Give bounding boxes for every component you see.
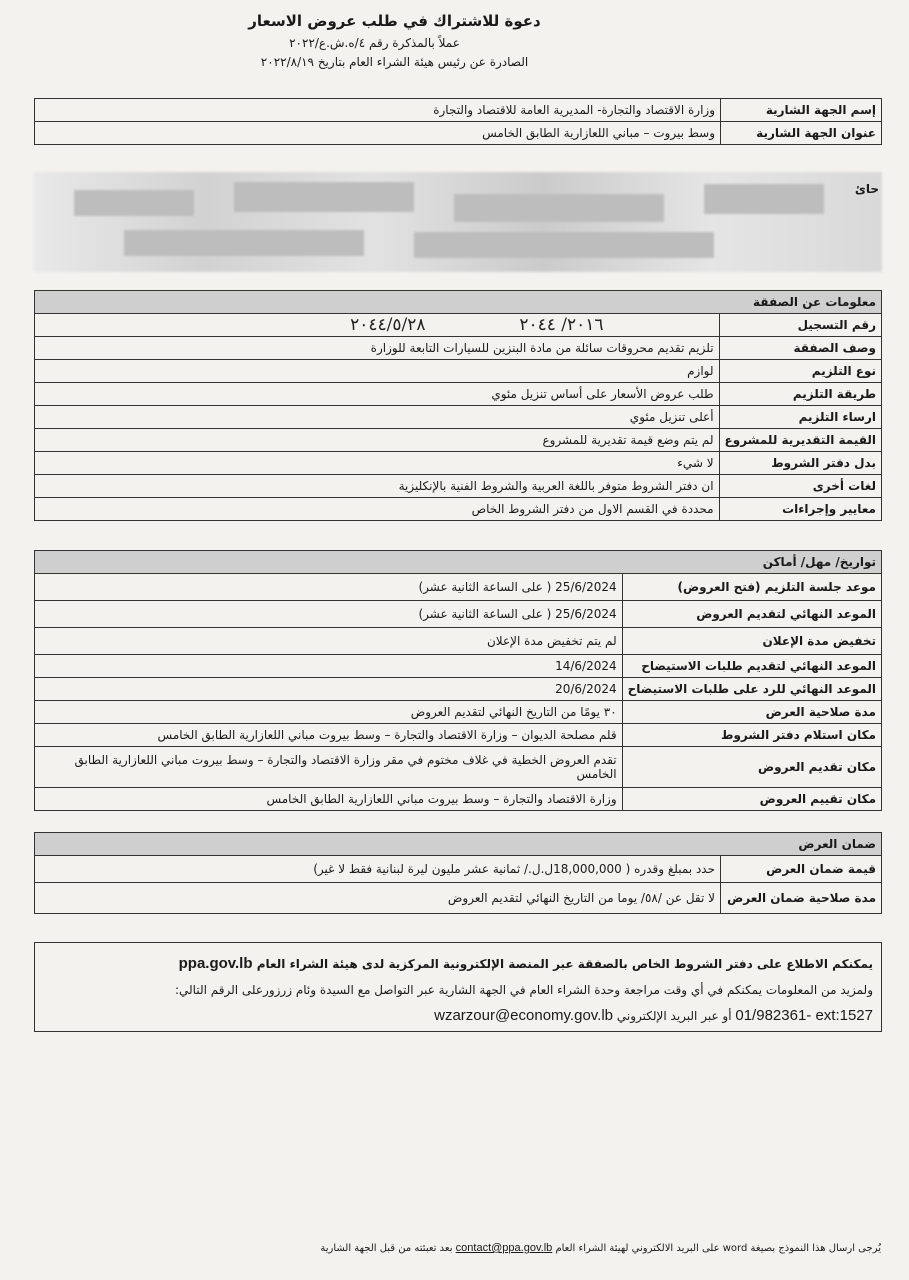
deal-row-label: بدل دفتر الشروط bbox=[719, 452, 881, 475]
guarantee-row-label: قيمة ضمان العرض bbox=[721, 856, 882, 883]
table-row bbox=[35, 122, 882, 145]
deal-row-value: لم يتم وضع قيمة تقديرية للمشروع bbox=[35, 429, 720, 452]
document-title: دعوة للاشتراك في طلب عروض الاسعار bbox=[248, 12, 541, 30]
dates-row-value: لم يتم تخفيض مدة الإعلان bbox=[35, 628, 623, 655]
deal-section-title: معلومات عن الصفقة bbox=[35, 291, 882, 314]
table-row bbox=[35, 314, 882, 337]
ppa-website-link[interactable]: ppa.gov.lb bbox=[178, 955, 253, 972]
table-row bbox=[35, 724, 882, 747]
note-line-1 bbox=[35, 951, 881, 977]
deal-row-label: لغات أخرى bbox=[719, 475, 881, 498]
note-line-3 bbox=[35, 1003, 881, 1029]
contact-email-link[interactable]: wzarzour@economy.gov.lb bbox=[434, 1007, 614, 1024]
deal-row-value: لا شيء bbox=[35, 452, 720, 475]
table-row bbox=[35, 883, 882, 914]
dates-row-label: مكان استلام دفتر الشروط bbox=[622, 724, 881, 747]
table-row bbox=[35, 574, 882, 601]
dates-row-label: الموعد النهائي للرد على طلبات الاستيضاح bbox=[622, 678, 881, 701]
table-row bbox=[35, 99, 882, 122]
memo-reference: عملاً بالمذكرة رقم ٤/ه.ش.ع/٢٠٢٢ bbox=[289, 36, 460, 50]
dates-row-label: موعد جلسة التلزيم (فتح العروض) bbox=[622, 574, 881, 601]
table-row bbox=[35, 291, 882, 314]
deal-row-label: معايير وإجراءات bbox=[719, 498, 881, 521]
guarantee-table bbox=[34, 832, 882, 914]
deal-row-label: نوع التلزيم bbox=[719, 360, 881, 383]
note-platform-text: يمكنكم الاطلاع على دفتر الشروط الخاص بالصفقة عبر المنصة الإلكترونية المركزية لدى هيئة الشراء العام bbox=[256, 957, 873, 971]
redacted-area bbox=[34, 172, 882, 272]
table-row bbox=[35, 833, 882, 856]
deal-row-label: رقم التسجيل bbox=[719, 314, 881, 337]
deal-row-label: القيمة التقديرية للمشروع bbox=[719, 429, 881, 452]
buyer-name-label: إسم الجهة الشارية bbox=[721, 99, 882, 122]
dates-row-label: مكان تقديم العروض bbox=[622, 747, 881, 788]
footer-instruction bbox=[320, 1242, 881, 1254]
guarantee-row-label: مدة صلاحية ضمان العرض bbox=[721, 883, 882, 914]
dates-row-value: ٣٠ يومًا من التاريخ النهائي لتقديم العروض bbox=[35, 701, 623, 724]
dates-row-value: تقدم العروض الخطية في غلاف مختوم في مقر وزارة الاقتصاد والتجارة – وسط بيروت مباني اللعازارية الطابق الخامس bbox=[35, 747, 623, 788]
guarantee-row-value: حدد بمبلغ وقدره ( 18,000,000ل.ل./ ثمانية عشر مليون ليرة لبنانية فقط لا غير) bbox=[35, 856, 721, 883]
dates-row-value: 25/6/2024 ( على الساعة الثانية عشر) bbox=[35, 574, 623, 601]
handwritten-registration-number: ٢٠١٦/ ٢٠٤٤ bbox=[519, 315, 604, 335]
dates-row-value: 20/6/2024 bbox=[35, 678, 623, 701]
buyer-address-value: وسط بيروت – مباني اللعازارية الطابق الخامس bbox=[35, 122, 721, 145]
dates-row-value: قلم مصلحة الديوان – وزارة الاقتصاد والتجارة – وسط بيروت مباني اللعازارية الطابق الخامس bbox=[35, 724, 623, 747]
buyer-name-value: وزارة الاقتصاد والتجارة- المديرية العامة للاقتصاد والتجارة bbox=[35, 99, 721, 122]
deal-row-label: ارساء التلزيم bbox=[719, 406, 881, 429]
deal-row-label: وصف الصفقة bbox=[719, 337, 881, 360]
deal-row-value: محددة في القسم الاول من دفتر الشروط الخاص bbox=[35, 498, 720, 521]
deal-row-value: لوازم bbox=[35, 360, 720, 383]
table-row bbox=[35, 498, 882, 521]
buyer-address-label: عنوان الجهة الشارية bbox=[721, 122, 882, 145]
email-intro-text: أو عبر البريد الإلكتروني bbox=[616, 1009, 732, 1023]
deal-row-label: طريقة التلزيم bbox=[719, 383, 881, 406]
redacted-field-label: حائ bbox=[854, 182, 879, 196]
table-row bbox=[35, 747, 882, 788]
guarantee-row-value: لا تقل عن /٥٨/ يوما من التاريخ النهائي لتقديم العروض bbox=[35, 883, 721, 914]
deal-row-value: طلب عروض الأسعار على أساس تنزيل مئوي bbox=[35, 383, 720, 406]
table-row bbox=[35, 406, 882, 429]
table-row bbox=[35, 701, 882, 724]
dates-row-label: مدة صلاحية العرض bbox=[622, 701, 881, 724]
table-row bbox=[35, 678, 882, 701]
contact-phone: 01/982361- ext:1527 bbox=[735, 1007, 873, 1024]
dates-table bbox=[34, 550, 882, 811]
contact-note bbox=[34, 942, 882, 1032]
deal-row-value: تلزيم تقديم محروقات سائلة من مادة البنزين للسيارات التابعة للوزارة bbox=[35, 337, 720, 360]
document-header bbox=[0, 12, 909, 69]
registration-number-cell bbox=[35, 314, 720, 337]
dates-row-label: تخفيض مدة الإعلان bbox=[622, 628, 881, 655]
table-row bbox=[35, 655, 882, 678]
deal-row-value: ان دفتر الشروط متوفر باللغة العربية والشروط الفنية بالإنكليزية bbox=[35, 475, 720, 498]
dates-row-value: 14/6/2024 bbox=[35, 655, 623, 678]
buyer-table bbox=[34, 98, 882, 145]
dates-row-value: 25/6/2024 ( على الساعة الثانية عشر) bbox=[35, 601, 623, 628]
table-row bbox=[35, 452, 882, 475]
table-row bbox=[35, 601, 882, 628]
footer-text-1: يُرجى ارسال هذا النموذج بصيغة word على البريد الالكتروني لهيئة الشراء العام bbox=[555, 1243, 881, 1254]
handwritten-registration-date: ٢٠٤٤/٥/٢٨ bbox=[350, 315, 426, 335]
table-row bbox=[35, 429, 882, 452]
dates-row-label: الموعد النهائي لتقديم العروض bbox=[622, 601, 881, 628]
issue-date-line: الصادرة عن رئيس هيئة الشراء العام بتاريخ ٢٠٢٢/٨/١٩ bbox=[260, 55, 529, 69]
table-row bbox=[35, 360, 882, 383]
table-row bbox=[35, 337, 882, 360]
table-row bbox=[35, 551, 882, 574]
dates-row-value: وزارة الاقتصاد والتجارة – وسط بيروت مباني اللعازارية الطابق الخامس bbox=[35, 788, 623, 811]
table-row bbox=[35, 788, 882, 811]
table-row bbox=[35, 628, 882, 655]
table-row bbox=[35, 383, 882, 406]
dates-row-label: الموعد النهائي لتقديم طلبات الاستيضاح bbox=[622, 655, 881, 678]
deal-row-value: أعلى تنزيل مئوي bbox=[35, 406, 720, 429]
guarantee-section-title: ضمان العرض bbox=[35, 833, 882, 856]
table-row bbox=[35, 856, 882, 883]
table-row bbox=[35, 475, 882, 498]
deal-info-table bbox=[34, 290, 882, 521]
footer-email-link[interactable]: contact@ppa.gov.lb bbox=[455, 1242, 553, 1254]
note-line-2: ولمزيد من المعلومات يمكنكم في أي وقت مراجعة وحدة الشراء العام في الجهة الشارية عبر التواصل مع السيدة وئام زرزورعلى الرقم التالي: bbox=[174, 983, 873, 997]
footer-text-2: بعد تعبئته من قبل الجهة الشارية bbox=[320, 1243, 453, 1254]
dates-row-label: مكان تقييم العروض bbox=[622, 788, 881, 811]
dates-section-title: تواريخ/ مهل/ أماكن bbox=[35, 551, 882, 574]
